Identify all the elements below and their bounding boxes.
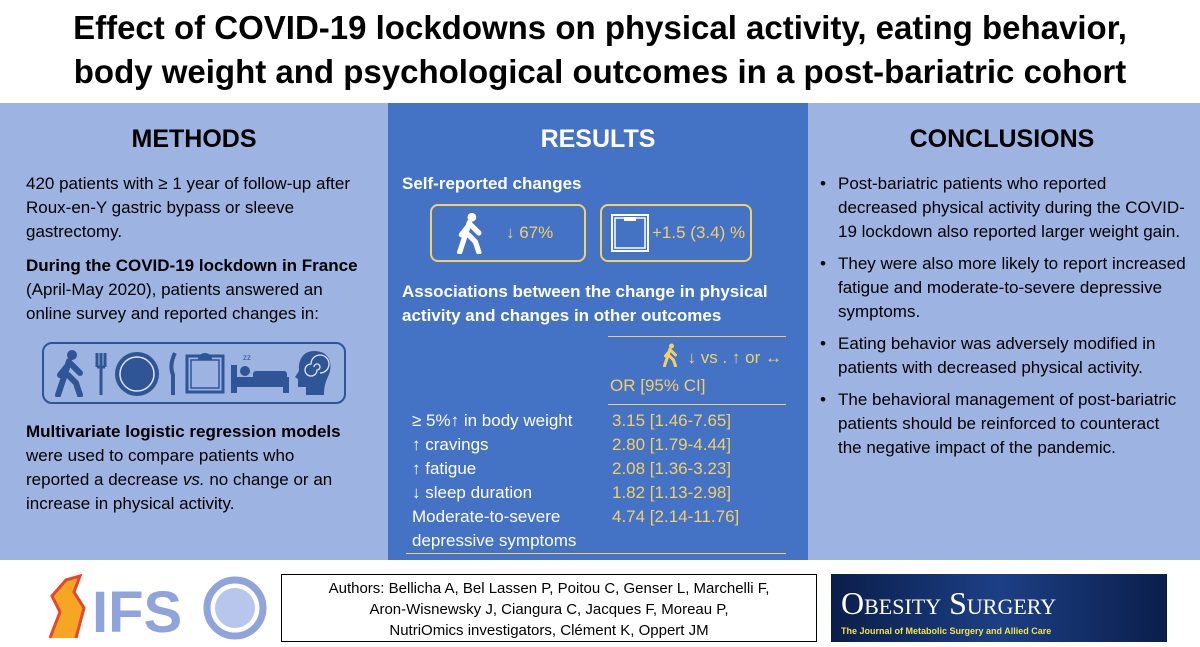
conclusions-list bbox=[818, 172, 1186, 460]
table-row bbox=[406, 433, 786, 457]
survey-bold: During the COVID-19 lockdown in France bbox=[26, 256, 358, 275]
methods-regression-text bbox=[26, 420, 362, 516]
methods-survey-text bbox=[26, 254, 362, 326]
comparison-header bbox=[610, 343, 786, 372]
odds-ratio-value: 4.74 [2.14-11.76] bbox=[612, 507, 740, 526]
conclusion-item: • They were also more likely to report increased fatigue and moderate-to-severe depressive symptoms. bbox=[818, 252, 1186, 324]
poster-title bbox=[0, 0, 1200, 103]
activity-change-box bbox=[430, 204, 586, 262]
or-ci-label: OR [95% CI] bbox=[610, 376, 706, 395]
authors-line-2: Aron-Wisnewsky J, Ciangura C, Jacques F, Moreau P, bbox=[369, 601, 729, 618]
ifso-logo bbox=[30, 572, 270, 642]
authors-box bbox=[281, 574, 817, 642]
table-row bbox=[406, 481, 786, 505]
conclusion-item: • Post-bariatric patients who reported decreased physical activity during the COVID-19 lockdown also reported larger weight gain. bbox=[818, 172, 1186, 244]
title-line-2: body weight and psychological outcomes in a post-bariatric cohort bbox=[73, 53, 1127, 90]
comparison-label: ↓ vs . ↑ or ↔ bbox=[687, 348, 782, 367]
outcome-label: ↑ cravings bbox=[412, 435, 489, 454]
table-row bbox=[406, 457, 786, 481]
results-panel bbox=[388, 103, 808, 560]
sleep-bed-icon bbox=[229, 351, 291, 395]
head-spiral-icon bbox=[294, 349, 334, 397]
table-header bbox=[608, 336, 786, 405]
conclusions-panel bbox=[808, 103, 1200, 560]
outcome-icons-box bbox=[42, 342, 346, 404]
outcome-label: ↓ sleep duration bbox=[412, 483, 533, 502]
walking-person-icon bbox=[456, 212, 486, 254]
self-reported-heading: Self-reported changes bbox=[402, 174, 582, 193]
methods-panel bbox=[0, 103, 388, 560]
odds-ratio-value: 2.08 [1.36-3.23] bbox=[612, 459, 732, 478]
results-heading: RESULTS bbox=[540, 125, 656, 153]
associations-table bbox=[406, 409, 786, 554]
methods-heading: METHODS bbox=[131, 125, 257, 153]
regression-text-b: no change or an increase in physical activity. bbox=[26, 470, 333, 513]
conclusion-item: • Eating behavior was adversely modified in patients with decreased physical activity. bbox=[818, 332, 1186, 380]
methods-patients-text: 420 patients with ≥ 1 year of follow-up after Roux-en-Y gastric bypass or sleeve gastrectomy. bbox=[26, 174, 351, 241]
conclusions-heading: CONCLUSIONS bbox=[909, 125, 1095, 153]
odds-ratio-value: 3.15 [1.46-7.65] bbox=[612, 411, 732, 430]
outcome-label: ↑ fatigue bbox=[412, 459, 477, 478]
svg-text:IFS: IFS bbox=[92, 580, 183, 642]
scale-icon bbox=[610, 213, 650, 253]
weight-change-box bbox=[600, 204, 752, 262]
regression-text-a: were used to compare patients who reported a decrease bbox=[26, 446, 295, 489]
title-line-1: Effect of COVID-19 lockdowns on physical activity, eating behavior, bbox=[73, 9, 1127, 46]
plate-cutlery-icon bbox=[91, 349, 181, 397]
regression-bold: Multivariate logistic regression models bbox=[26, 422, 341, 441]
odds-ratio-value: 1.82 [1.13-2.98] bbox=[612, 483, 732, 502]
svg-text:The Journal of Metabolic Surge: The Journal of Metabolic Surgery and Allied Care bbox=[841, 626, 1052, 636]
outcome-label: Moderate-to-severe depressive symptoms bbox=[412, 507, 577, 550]
weight-change-value: +1.5 (3.4) % bbox=[652, 223, 746, 242]
regression-vs: vs. bbox=[182, 470, 205, 489]
table-row bbox=[406, 505, 786, 554]
table-row bbox=[406, 409, 786, 433]
associations-heading: Associations between the change in physical activity and changes in other outcomes bbox=[402, 282, 768, 325]
outcome-label: ≥ 5%↑ in body weight bbox=[412, 411, 573, 430]
svg-text:Obesity Surgery: Obesity Surgery bbox=[841, 585, 1057, 621]
activity-change-value: ↓ 67% bbox=[506, 223, 554, 242]
svg-text:zz: zz bbox=[242, 353, 251, 362]
walking-person-icon bbox=[662, 343, 680, 367]
odds-ratio-value: 2.80 [1.79-4.44] bbox=[612, 435, 732, 454]
survey-rest: (April-May 2020), patients answered an online survey and reported changes in: bbox=[26, 280, 323, 323]
scale-icon bbox=[185, 352, 225, 394]
obesity-surgery-logo bbox=[831, 574, 1167, 642]
authors-line-1: Authors: Bellicha A, Bel Lassen P, Poitou C, Genser L, Marchelli F, bbox=[328, 580, 770, 597]
authors-line-3: NutriOmics investigators, Clément K, Oppert JM bbox=[389, 622, 709, 639]
conclusion-item: • The behavioral management of post-bariatric patients should be reinforced to counteract the negative impact of the pandemic. bbox=[818, 388, 1186, 460]
walking-person-icon bbox=[54, 349, 88, 397]
